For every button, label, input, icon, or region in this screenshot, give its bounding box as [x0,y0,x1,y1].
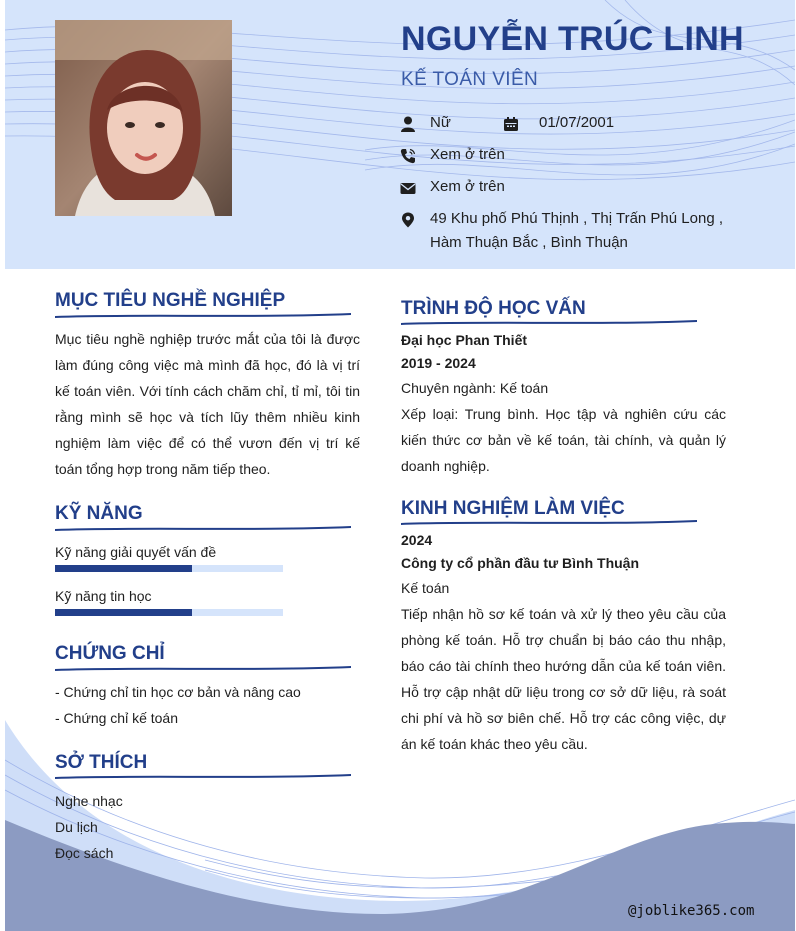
hobby-item-1: Nghe nhạc [55,793,123,809]
watermark-text: @joblike365.com [628,903,755,919]
objective-text: Mục tiêu nghề nghiệp trước mắt của tôi là được làm đúng công việc mà mình đã học, đó là vị trí kế toán viên. Với tính cách chăm chỉ, tỉ mỉ, tôi tin rằng mình sẽ học và tích lũy thêm nhiều kinh nghiệm làm việc để có thể vươn đến vị trí kế toán tổng hợp trong năm tiếp theo. [55,331,360,477]
address-row [400,211,723,255]
objective-heading: MỤC TIÊU NGHỀ NGHIỆP [55,290,286,311]
education-school: Đại học Phan Thiết [401,332,528,348]
hobby-item-3: Đọc sách [55,845,114,861]
profile-photo-image [55,20,232,216]
experience-company: Công ty cổ phần đầu tư Bình Thuận [401,555,640,571]
education-detail: Xếp loại: Trung bình. Học tập và nghiên cứu các kiến thức cơ bản về kế toán, tài chính, và quản lý doanh nghiệp. [401,406,726,474]
hobbies-heading-underline [55,773,351,781]
phone-icon [400,148,416,164]
skill-bar-1 [55,565,283,572]
skill-bar-1-fill [55,565,192,572]
education-major: Chuyên ngành: Kế toán [401,380,549,396]
experience-detail: Tiếp nhận hồ sơ kế toán và xử lý theo yêu cầu của phòng kế toán. Hỗ trợ chuẩn bị báo cáo thu nhập, báo cáo tài chính theo hướng dẫn của kế toán viên. Hỗ trợ cập nhật dữ liệu trong cơ sở dữ liệu, rà soát chi phí và hồ sơ biên chế. Hỗ trợ các công việc, dự án kế toán khác theo yêu cầu. [401,606,726,752]
certificates-heading-underline [55,665,351,673]
address-line-1: 49 Khu phố Phú Thịnh , Thị Trấn Phú Long , [430,210,723,227]
certificate-item-1: - Chứng chỉ tin học cơ bản và nâng cao [55,684,301,700]
user-icon [400,116,416,132]
hobby-item-2: Du lịch [55,819,98,835]
cv-page [5,0,795,931]
birthday-value: 01/07/2001 [539,114,615,131]
phone-row [400,147,505,167]
candidate-title: KẾ TOÁN VIÊN [401,69,539,90]
birthday-row [503,115,614,135]
skill-bar-2 [55,609,283,616]
skill-label-2: Kỹ năng tin học [55,588,152,604]
address-line-2: Hàm Thuận Bắc , Bình Thuận [430,234,628,251]
experience-heading-underline [401,519,697,527]
education-period: 2019 - 2024 [401,355,476,371]
skills-heading: KỸ NĂNG [55,503,143,524]
header [5,0,795,269]
skill-bar-2-fill [55,609,192,616]
email-row [400,179,505,199]
envelope-icon [400,180,416,196]
education-heading-underline [401,319,697,327]
skill-label-1: Kỹ năng giải quyết vấn đề [55,544,217,560]
hobbies-heading: SỞ THÍCH [55,752,148,773]
objective-heading-underline [55,312,351,320]
skills-heading-underline [55,525,351,533]
gender-value: Nữ [430,114,451,131]
profile-photo [55,20,232,216]
address-value [430,207,723,255]
experience-year: 2024 [401,532,433,548]
education-heading: TRÌNH ĐỘ HỌC VẤN [401,298,586,319]
candidate-name: NGUYỄN TRÚC LINH [401,20,744,58]
map-pin-icon [400,212,416,228]
certificate-item-2: - Chứng chỉ kế toán [55,710,178,726]
experience-position: Kế toán [401,580,450,596]
gender-row [400,115,451,135]
phone-value: Xem ở trên [430,146,505,163]
certificates-heading: CHỨNG CHỈ [55,643,165,664]
email-value: Xem ở trên [430,178,505,195]
calendar-icon [503,116,519,132]
experience-heading: KINH NGHIỆM LÀM VIỆC [401,498,625,519]
